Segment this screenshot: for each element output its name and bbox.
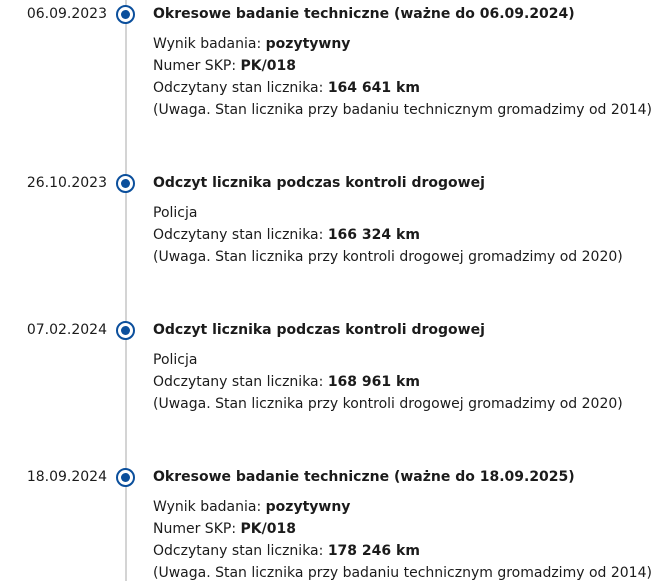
event-content <box>153 466 656 584</box>
inspection-result-value: pozytywny <box>265 499 351 515</box>
event-note: (Uwaga. Stan licznika przy kontroli drogowej gromadzimy od 2020) <box>153 396 623 412</box>
odometer-value: 168 961 km <box>327 374 420 390</box>
skp-number-row <box>153 55 656 77</box>
odometer-label: Odczytany stan licznika: <box>153 543 324 559</box>
odometer-value: 164 641 km <box>327 80 420 96</box>
event-date: 26.10.2023 <box>26 175 107 191</box>
event-content <box>153 172 656 268</box>
inspection-result-value: pozytywny <box>265 36 351 52</box>
skp-number-label: Numer SKP: <box>153 521 237 537</box>
odometer-value: 178 246 km <box>327 543 420 559</box>
skp-number-value: PK/018 <box>240 521 296 537</box>
inspection-result-label: Wynik badania: <box>153 499 262 515</box>
skp-number-label: Numer SKP: <box>153 58 237 74</box>
inspection-result-row <box>153 496 656 518</box>
event-title: Okresowe badanie techniczne (ważne do 18.09.2025) <box>153 469 575 485</box>
event-note: (Uwaga. Stan licznika przy badaniu technicznym gromadzimy od 2014) <box>153 102 652 118</box>
skp-number-row <box>153 518 656 540</box>
timeline-dot-icon <box>116 468 135 487</box>
event-date: 06.09.2023 <box>26 6 107 22</box>
odometer-label: Odczytany stan licznika: <box>153 374 324 390</box>
timeline-dot-icon <box>116 5 135 24</box>
timeline-dot-icon <box>116 174 135 193</box>
inspection-result-row <box>153 33 656 55</box>
event-source: Policja <box>153 205 198 221</box>
event-title: Okresowe badanie techniczne (ważne do 06.09.2024) <box>153 6 575 22</box>
event-content <box>153 319 656 415</box>
odometer-row <box>153 540 656 562</box>
event-date: 07.02.2024 <box>26 322 107 338</box>
odometer-row <box>153 224 656 246</box>
event-details <box>153 33 656 121</box>
odometer-row <box>153 371 656 393</box>
timeline-line <box>125 0 127 581</box>
event-details <box>153 202 656 268</box>
skp-number-value: PK/018 <box>240 58 296 74</box>
event-title: Odczyt licznika podczas kontroli drogowej <box>153 322 485 338</box>
event-content <box>153 3 656 121</box>
odometer-row <box>153 77 656 99</box>
event-source: Policja <box>153 352 198 368</box>
event-details <box>153 349 656 415</box>
event-note: (Uwaga. Stan licznika przy badaniu technicznym gromadzimy od 2014) <box>153 565 652 581</box>
event-date: 18.09.2024 <box>26 469 107 485</box>
odometer-value: 166 324 km <box>327 227 420 243</box>
event-title: Odczyt licznika podczas kontroli drogowej <box>153 175 485 191</box>
odometer-label: Odczytany stan licznika: <box>153 227 324 243</box>
event-note: (Uwaga. Stan licznika przy kontroli drogowej gromadzimy od 2020) <box>153 249 623 265</box>
timeline-dot-icon <box>116 321 135 340</box>
event-details <box>153 496 656 584</box>
odometer-label: Odczytany stan licznika: <box>153 80 324 96</box>
inspection-result-label: Wynik badania: <box>153 36 262 52</box>
